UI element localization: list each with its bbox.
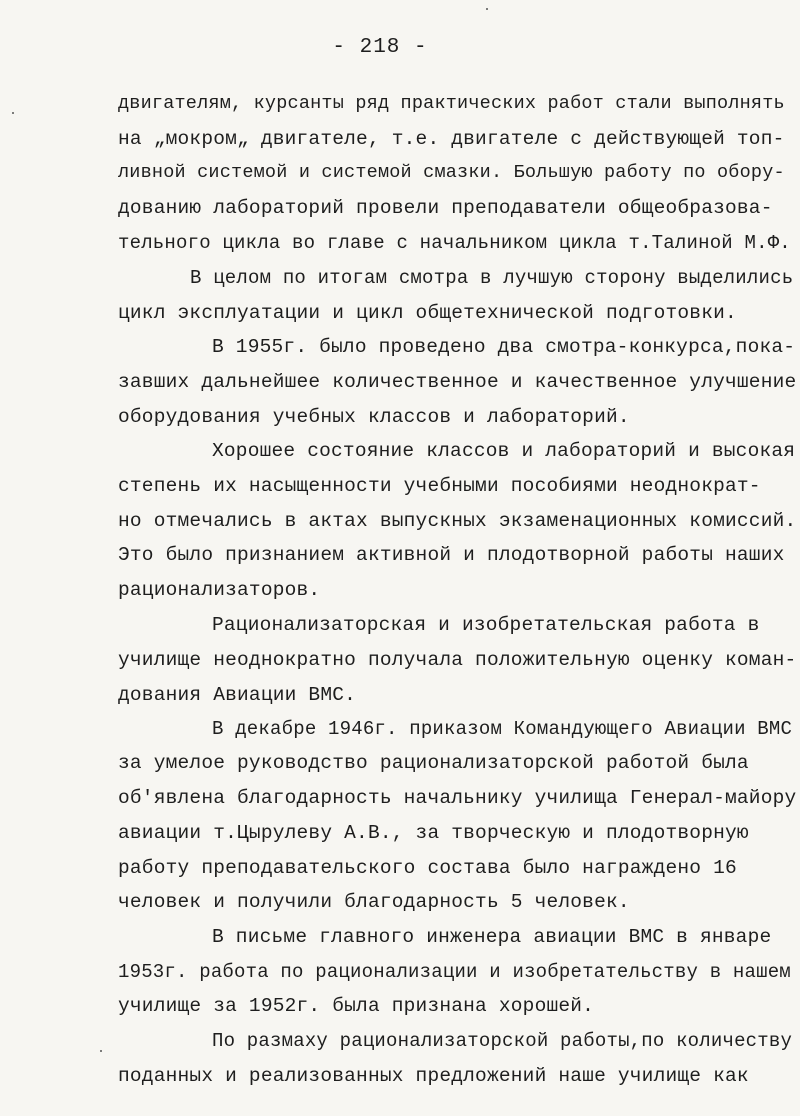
- text-line: завших дальнейшее количественное и качественное улучшение: [118, 371, 797, 393]
- text-line: тельного цикла во главе с начальником цикла т.Талиной М.Ф.: [118, 232, 791, 254]
- text-line: двигателям, курсанты ряд практических работ стали выполнять: [118, 93, 785, 114]
- text-line: цикл эксплуатации и цикл общетехнической подготовки.: [118, 302, 737, 324]
- scan-speck: [100, 1050, 102, 1052]
- text-line: В декабре 1946г. приказом Командующего Авиации ВМС: [212, 718, 793, 740]
- text-line: 1953г. работа по рационализации и изобретательству в нашем: [118, 961, 791, 983]
- text-line: поданных и реализованных предложений наше училище как: [118, 1065, 749, 1087]
- text-line: на „мокром„ двигателе, т.е. двигателе с действующей топ-: [118, 128, 785, 150]
- scan-speck: [12, 112, 14, 114]
- text-line: Хорошее состояние классов и лабораторий и высокая: [212, 440, 796, 462]
- text-line: По размаху рационализаторской работы,по количеству: [212, 1030, 793, 1052]
- text-line: Это было признанием активной и плодотворной работы наших: [118, 544, 785, 566]
- text-line: авиации т.Цырулеву А.В., за творческую и плодотворную: [118, 822, 749, 844]
- text-line: за умелое руководство рационализаторской работой была: [118, 752, 749, 774]
- text-line: дования Авиации ВМС.: [118, 684, 357, 706]
- text-line: В письме главного инженера авиации ВМС в январе: [212, 926, 772, 948]
- text-line: работу преподавательского состава было награждено 16: [118, 857, 737, 879]
- text-line: дованию лабораторий провели преподаватели общеобразова-: [118, 197, 773, 219]
- text-line: училище за 1952г. была признана хорошей.: [118, 995, 595, 1017]
- text-line: училище неоднократно получала положительную оценку коман-: [118, 649, 797, 671]
- text-line: рационализаторов.: [118, 579, 321, 601]
- text-line: В целом по итогам смотра в лучшую сторону выделились: [190, 267, 794, 289]
- text-line: В 1955г. было проведено два смотра-конкурса,пока-: [212, 336, 796, 358]
- text-line: об'явлена благодарность начальнику училища Генерал-майору: [118, 787, 797, 809]
- text-line: оборудования учебных классов и лабораторий.: [118, 406, 630, 428]
- text-line: степень их насыщенности учебными пособиями неоднократ-: [118, 475, 761, 497]
- text-line: Рационализаторская и изобретательская работа в: [212, 614, 760, 636]
- scan-speck: [486, 8, 488, 10]
- text-line: человек и получили благодарность 5 человек.: [118, 891, 630, 913]
- text-line: ливной системой и системой смазки. Большую работу по обору-: [118, 162, 785, 183]
- text-line: но отмечались в актах выпускных экзаменационных комиссий.: [118, 510, 797, 532]
- page-number: - 218 -: [332, 36, 428, 59]
